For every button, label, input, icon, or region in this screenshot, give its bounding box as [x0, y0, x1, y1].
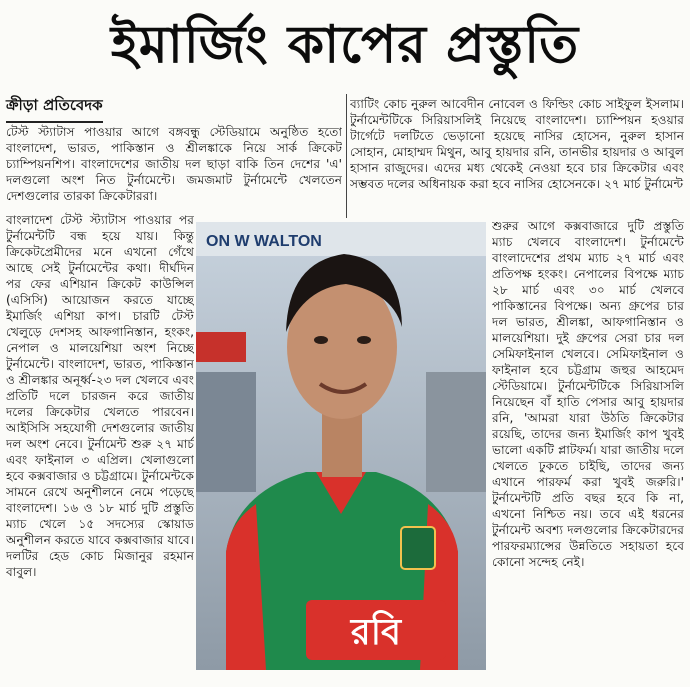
crowd-right	[426, 372, 486, 492]
column-divider	[346, 94, 347, 218]
headline: ইমার্জিং কাপের প্রস্তুতি	[110, 15, 580, 75]
crowd	[196, 372, 256, 492]
left-eye	[314, 336, 328, 344]
article-column-2-bottom: শুরুর আগে কক্সবাজারে দুটি প্রস্তুতি ম্যাচ খেলবে বাংলাদেশ। টুর্নামেন্টে বাংলাদেশের প্রথম ম্যাচ ২৭ মার্চ এবং প্রতিপক্ষ হংকং। নেপালের বিপক্ষে ম্যাচ ২৮ মার্চ এবং ৩০ মার্চ খেলবে পাকিস্তানের বিপক্ষে। অন্য গ্রুপের চার দল ভারত, শ্রীলঙ্কা, আফগানিস্তান ও মালয়েশিয়া। দুই গ্রুপের সেরা চার দল সেমিফাইনাল খেলবে। সেমিফাইনাল ও ফাইনাল হবে চট্টগ্রাম জহুর আহমেদ স্টেডিয়ামে। টুর্নামেন্টটিকে সিরিয়াসলি নিয়েছেন বাঁ হাতি পেসার আবু হায়দার রনি, 'আমরা যারা উঠতি ক্রিকেটার রয়েছি, তাদের জন্য ইমার্জিং কাপ খুবই ভালো একটি প্লাটফর্ম। যারা জাতীয় দলে খেলতে ঢুকতে চাইছি, তাদের জন্য এখানে পারফর্ম করা খুবই জরুরি।' টুর্নামেন্টটি প্রতি বছর হবে কি না, এখনো নিশ্চিত নয়। তবে এই ধরনের টুর্নামেন্ট অবশ্য দলগুলোর ক্রিকেটারদের পারফরম্যান্সের উন্নতিতে সহায়তা হবে কোনো সন্দেহ নেই।	[492, 219, 684, 569]
byline: ক্রীড়া প্রতিবেদক	[6, 94, 103, 123]
article-column-1-top: টেস্ট স্ট্যাটাস পাওয়ার আগে বঙ্গবন্ধু স্টেডিয়ামে অনুষ্ঠিত হতো বাংলাদেশ, ভারত, পাকিস্তান ও শ্রীলঙ্কাকে নিয়ে সার্ক ক্রিকেট চ্যাম্পিয়নশিপ। বাংলাদেশের জাতীয় দল ছাড়া বাকি তিন দেশের 'এ' দলগুলো অংশ নিত টুর্নামেন্টে। জমজমাট টুর্নামেন্টে খেলতেন দেশগুলোর তারকা ক্রিকেটাররা।	[6, 125, 342, 203]
player-photo	[196, 222, 486, 670]
right-eye	[357, 336, 371, 344]
banner-text: ON W WALTON	[206, 233, 322, 250]
article-column-2-top: ব্যাটিং কোচ নুরুল আবেদীন নোবেল ও ফিল্ডিং কোচ সাইফুল ইসলাম। টুর্নামেন্টটিকে সিরিয়াসলিই নিয়েছে বাংলাদেশ। চ্যাম্পিয়ন হওয়ার টার্গেটে দলটিতে ভেড়ানো হয়েছে নাসির হোসেন, নুরুল হাসান সোহান, মোহাম্মদ মিথুন, আবু হায়দার রনি, তানভীর হায়দার ও আবুল হাসান রাজুদের। এদের মধ্য থেকেই নেওয়া হবে চার ক্রিকেটার এবং সম্ভবত দলের অধিনায়ক করা হবে নাসির হোসেনকে। ২৭ মার্চ টুর্নামেন্ট	[350, 97, 684, 191]
article-column-1-bottom: বাংলাদেশ টেস্ট স্ট্যাটাস পাওয়ার পর টুর্নামেন্টটি বন্ধ হয়ে যায়। কিন্তু ক্রিকেটপ্রেমীদের মনে এখনো গেঁথে আছে সেই টুর্নামেন্টের কথা। দীর্ঘদিন পর ফের এশিয়ান ক্রিকেট কাউন্সিল (এসিসি) আয়োজন করতে যাচ্ছে ইমার্জিং এশিয়া কাপ। চারটি টেস্ট খেলুড়ে দেশসহ আফগানিস্তান, হংকং, নেপাল ও মালয়েশিয়া অংশ নিচ্ছে টুর্নামেন্টে। বাংলাদেশ, ভারত, পাকিস্তান ও শ্রীলঙ্কার অনূর্ধ্ব-২৩ দল খেলবে এবং প্রতিটি দলে চারজন করে জাতীয় দলের ক্রিকেটার খেলতে পারবেন। আইসিসি সহযোগী দেশগুলোর জাতীয় দল অংশ নেবে। টুর্নামেন্ট শুরু ২৭ মার্চ এবং ফাইনাল ৩ এপ্রিল। খেলাগুলো হবে কক্সবাজার ও চট্টগ্রামে। টুর্নামেন্টকে সামনে রেখে অনুশীলনে নেমে পড়েছে বাংলাদেশ। ১৬ ও ১৮ মার্চ দুটি প্রস্তুতি ম্যাচ খেলে ১৫ সদস্যের স্কোয়াড অনুশীলন করতে যাবে কক্সবাজার যাবে। দলটির হেড কোচ মিজানুর রহমান বাবুল।	[6, 213, 194, 579]
sponsor-text: রবি	[350, 612, 402, 653]
ad-board	[196, 332, 246, 362]
crest-icon	[401, 527, 435, 569]
